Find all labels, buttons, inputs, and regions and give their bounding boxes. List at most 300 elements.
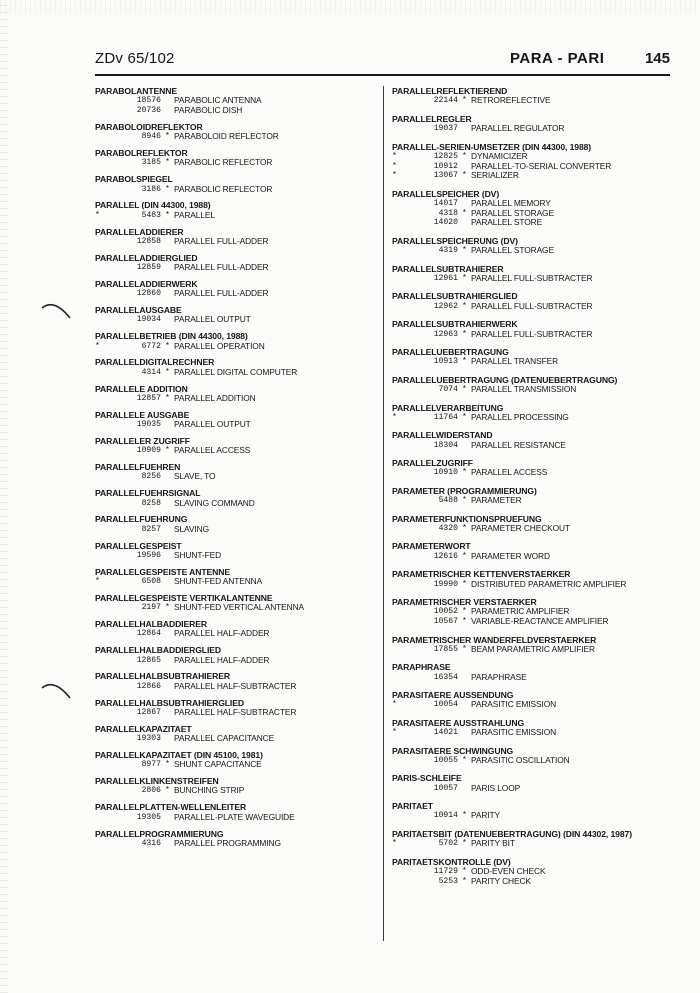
entry-number: 14020	[433, 218, 458, 228]
english-term: BEAM PARAMETRIC AMPLIFIER	[471, 643, 595, 654]
preferred-marker: *	[462, 273, 467, 283]
english-term: SHUNT-FED VERTICAL ANTENNA	[174, 602, 305, 613]
entry-number: 14017	[433, 199, 458, 209]
translation-row	[95, 368, 395, 378]
document-id: ZDv 65/102	[95, 50, 175, 67]
preferred-marker: *	[462, 876, 467, 886]
standard-marker: *	[95, 210, 100, 220]
dictionary-entry	[392, 746, 692, 766]
entry-number: 5702	[438, 839, 458, 849]
entry-headword: PARIS-SCHLEIFE	[392, 773, 462, 784]
entry-number: 10909	[136, 446, 161, 456]
preferred-marker: *	[165, 184, 170, 194]
entry-number: 11764	[433, 412, 458, 422]
entry-number: 10054	[433, 700, 458, 710]
entry-number: 8977	[141, 760, 161, 770]
dictionary-entry	[392, 597, 692, 627]
page-header	[95, 50, 670, 74]
entry-number: 6772	[141, 341, 161, 351]
english-term: RETROREFLECTIVE	[471, 95, 551, 106]
entry-number: 12616	[433, 551, 458, 561]
english-term: SHUNT CAPACITANCE	[174, 759, 262, 770]
english-term: PARALLEL FULL-SUBTRACTER	[471, 272, 593, 283]
preferred-marker: *	[462, 551, 467, 561]
entry-number: 16354	[433, 672, 458, 682]
dictionary-entry	[392, 403, 692, 423]
entry-number: 2197	[141, 603, 161, 613]
translation-row	[392, 617, 692, 627]
standard-marker: *	[392, 161, 397, 171]
entry-number: 10057	[433, 783, 458, 793]
entry-number: 12859	[136, 263, 161, 273]
entry-number: 6508	[141, 577, 161, 587]
entry-number: 10910	[433, 468, 458, 478]
entry-headword: PARALLELER ZUGRIFF	[95, 435, 190, 446]
entry-headword: PARALLELWIDERSTAND	[392, 430, 493, 441]
translation-row	[95, 577, 395, 587]
dictionary-entry	[95, 776, 395, 796]
entry-headword: PARABOLREFLEKTOR	[95, 148, 188, 159]
translation-row	[392, 496, 692, 506]
translation-row	[95, 420, 395, 430]
entry-number: 12825	[433, 151, 458, 161]
english-term: PARASITIC EMISSION	[471, 699, 557, 710]
dictionary-entry	[95, 802, 395, 822]
entry-number: 12857	[136, 393, 161, 403]
entry-number: 10913	[433, 357, 458, 367]
entry-headword: PARITAETSBIT (DATENUEBERTRAGUNG) (DIN 44302, 1987)	[392, 828, 632, 839]
right-column	[392, 86, 692, 894]
english-term: PARALLEL OUTPUT	[174, 314, 251, 325]
dictionary-entry	[95, 645, 395, 665]
entry-headword: PARAMETRISCHER VERSTAERKER	[392, 597, 537, 608]
dictionary-entry	[95, 410, 395, 430]
english-term: PARALLEL OUTPUT	[174, 419, 251, 430]
entry-headword: PARALLELDIGITALRECHNER	[95, 357, 215, 368]
english-term: PARAMETER	[471, 495, 522, 506]
translation-row	[392, 673, 692, 683]
preferred-marker: *	[165, 760, 170, 770]
translation-row	[392, 580, 692, 590]
preferred-marker: *	[462, 867, 467, 877]
entry-number: 19305	[136, 812, 161, 822]
entry-number: 18304	[433, 440, 458, 450]
dictionary-entry	[95, 671, 395, 691]
entry-headword: PARALLELZUGRIFF	[392, 458, 473, 469]
entry-number: 3186	[141, 184, 161, 194]
translation-row	[392, 124, 692, 134]
translation-row	[95, 185, 395, 195]
entry-headword: PARALLELVERARBEITUNG	[392, 402, 504, 413]
translation-row	[392, 867, 692, 877]
dictionary-entry	[95, 724, 395, 744]
entry-headword: PARAMETRISCHER KETTENVERSTAERKER	[392, 569, 571, 580]
translation-row	[392, 330, 692, 340]
dictionary-entry	[95, 227, 395, 247]
preferred-marker: *	[462, 617, 467, 627]
preferred-marker: *	[462, 579, 467, 589]
entry-number: 19034	[136, 315, 161, 325]
english-term: SLAVING COMMAND	[174, 497, 255, 508]
translation-row	[392, 839, 692, 849]
translation-row	[392, 811, 692, 821]
dictionary-entry	[95, 488, 395, 508]
english-term: PARALLEL PROGRAMMING	[174, 837, 281, 848]
dictionary-entry	[392, 430, 692, 450]
entry-number: 19035	[136, 420, 161, 430]
english-term: PARALLEL TRANSFER	[471, 356, 559, 367]
entry-number: 5483	[141, 210, 161, 220]
english-term: PARABOLIC DISH	[174, 104, 243, 115]
entry-headword: PARALLELFUEHRUNG	[95, 514, 188, 525]
dictionary-entry	[95, 593, 395, 613]
preferred-marker: *	[165, 210, 170, 220]
dictionary-entry	[392, 718, 692, 738]
translation-row	[95, 499, 395, 509]
translation-row	[95, 813, 395, 823]
entry-number: 17855	[433, 644, 458, 654]
margin-hook-mark-1	[40, 300, 74, 322]
entry-number: 12865	[136, 655, 161, 665]
english-term: VARIABLE-REACTANCE AMPLIFIER	[471, 616, 609, 627]
standard-marker: *	[392, 171, 397, 181]
dictionary-entry	[95, 436, 395, 456]
english-term: PARALLEL HALF-ADDER	[174, 654, 270, 665]
preferred-marker: *	[462, 811, 467, 821]
entry-headword: PARABOLANTENNE	[95, 86, 177, 96]
preferred-marker: *	[462, 357, 467, 367]
dictionary-entry	[95, 829, 395, 849]
entry-headword: PARALLELSPEICHERUNG (DV)	[392, 235, 518, 246]
entry-headword: PARABOLOIDREFLEKTOR	[95, 121, 203, 132]
entry-number: 19037	[433, 124, 458, 134]
dictionary-entry	[392, 86, 692, 106]
dictionary-entry	[392, 142, 692, 181]
dictionary-entry	[95, 148, 395, 168]
translation-row	[95, 551, 395, 561]
entry-number: 11729	[433, 867, 458, 877]
preferred-marker: *	[165, 367, 170, 377]
entry-headword: PARAMETERFUNKTIONSPRUEFUNG	[392, 513, 542, 524]
dictionary-entry	[392, 264, 692, 284]
header-rule	[95, 74, 670, 76]
english-term: PARALLEL HALF-SUBTRACTER	[174, 680, 297, 691]
standard-marker: *	[392, 700, 397, 710]
english-term: SHUNT-FED ANTENNA	[174, 576, 263, 587]
english-term: PARALLEL-TO-SERIAL CONVERTER	[471, 160, 612, 171]
translation-row	[392, 413, 692, 423]
entry-number: 10912	[433, 161, 458, 171]
english-term: PARALLEL FULL-SUBTRACTER	[471, 328, 593, 339]
dictionary-entry	[95, 384, 395, 404]
entry-headword: PARITAET	[392, 801, 433, 812]
translation-row	[392, 645, 692, 655]
preferred-marker: *	[462, 755, 467, 765]
entry-headword: PARALLELSUBTRAHIERWERK	[392, 319, 518, 330]
entry-number: 12866	[136, 681, 161, 691]
translation-row	[392, 441, 692, 451]
entry-headword: PARALLELGESPEISTE VERTIKALANTENNE	[95, 592, 273, 603]
preferred-marker: *	[462, 607, 467, 617]
preferred-marker: *	[462, 171, 467, 181]
translation-row	[95, 394, 395, 404]
entry-number: 20736	[136, 105, 161, 115]
dictionary-entry	[95, 567, 395, 587]
preferred-marker: *	[462, 246, 467, 256]
entry-headword: PARALLELADDIERGLIED	[95, 252, 198, 263]
translation-row	[95, 132, 395, 142]
entry-headword: PARALLELADDIERER	[95, 226, 184, 237]
translation-row	[95, 106, 395, 116]
entry-headword: PARALLELSPEICHER (DV)	[392, 188, 500, 199]
english-term: PARALLEL STORAGE	[471, 245, 554, 256]
entry-number: 12963	[433, 329, 458, 339]
entry-number: 4314	[141, 367, 161, 377]
entry-headword: PARALLELUEBERTRAGUNG (DATENUEBERTRAGUNG)	[392, 374, 618, 385]
dictionary-entry	[95, 331, 395, 351]
entry-number: 8258	[141, 498, 161, 508]
english-term: SHUNT-FED	[174, 549, 222, 560]
translation-row	[392, 246, 692, 256]
translation-row	[95, 263, 395, 273]
translation-row	[392, 171, 692, 181]
dictionary-entry	[392, 690, 692, 710]
english-term: PARALLEL REGULATOR	[471, 123, 565, 134]
english-term: PARALLEL STORAGE	[471, 207, 554, 218]
entry-headword: PARAMETER (PROGRAMMIERUNG)	[392, 485, 537, 496]
english-term: PARABOLOID REFLECTOR	[174, 131, 279, 142]
translation-row	[95, 472, 395, 482]
standard-marker: *	[392, 412, 397, 422]
standard-marker: *	[392, 839, 397, 849]
dictionary-entry	[392, 801, 692, 821]
preferred-marker: *	[462, 523, 467, 533]
dictionary-entry	[95, 122, 395, 142]
english-term: PARALLEL ACCESS	[471, 467, 548, 478]
translation-row	[392, 162, 692, 172]
margin-hook-mark-2	[40, 680, 74, 702]
english-term: PARALLEL ADDITION	[174, 392, 256, 403]
entry-number: 10567	[433, 617, 458, 627]
entry-headword: PARALLELHALBADDIERGLIED	[95, 645, 221, 656]
dictionary-entry	[392, 114, 692, 134]
entry-headword: PARALLELHALBADDIERER	[95, 619, 207, 630]
english-term: DYNAMICIZER	[471, 150, 528, 161]
translation-row	[95, 289, 395, 299]
preferred-marker: *	[462, 839, 467, 849]
translation-row	[95, 446, 395, 456]
translation-row	[95, 734, 395, 744]
dictionary-entry	[392, 319, 692, 339]
translation-row	[95, 708, 395, 718]
preferred-marker: *	[165, 341, 170, 351]
preferred-marker: *	[462, 644, 467, 654]
entry-number: 2806	[141, 786, 161, 796]
entry-headword: PARALLELBETRIEB (DIN 44300, 1988)	[95, 331, 248, 342]
entry-headword: PARAPHRASE	[392, 662, 451, 673]
entry-number: 4320	[438, 523, 458, 533]
entry-number: 10055	[433, 755, 458, 765]
dictionary-entry	[392, 189, 692, 228]
left-column	[95, 86, 395, 855]
entry-headword: PARALLELGESPEISTE ANTENNE	[95, 566, 231, 577]
page-range: PARA - PARI	[510, 50, 605, 67]
translation-row	[392, 700, 692, 710]
entry-number: 5253	[438, 876, 458, 886]
entry-headword: PARALLELFUEHREN	[95, 462, 181, 473]
entry-headword: PARAMETERWORT	[392, 541, 471, 552]
preferred-marker: *	[462, 468, 467, 478]
english-term: PARALLEL ACCESS	[174, 445, 251, 456]
english-term: BUNCHING STRIP	[174, 785, 245, 796]
dictionary-entry	[95, 357, 395, 377]
preferred-marker: *	[462, 329, 467, 339]
translation-row	[392, 218, 692, 228]
preferred-marker: *	[165, 158, 170, 168]
entry-number: 8256	[141, 472, 161, 482]
english-term: PARALLEL FULL-ADDER	[174, 262, 269, 273]
entry-headword: PARALLELFUEHRSIGNAL	[95, 488, 201, 499]
preferred-marker: *	[462, 496, 467, 506]
preferred-marker: *	[462, 208, 467, 218]
dictionary-entry	[392, 291, 692, 311]
translation-row	[95, 682, 395, 692]
entry-headword: PARALLELPLATTEN-WELLENLEITER	[95, 802, 247, 813]
entry-headword: PARALLELSUBTRAHIERGLIED	[392, 291, 518, 302]
entry-number: 8257	[141, 524, 161, 534]
translation-row	[95, 760, 395, 770]
english-term: PARALLEL FULL-ADDER	[174, 235, 269, 246]
translation-row	[95, 629, 395, 639]
dictionary-entry	[392, 458, 692, 478]
preferred-marker: *	[165, 393, 170, 403]
entry-number: 4319	[438, 246, 458, 256]
entry-number: 22144	[433, 96, 458, 106]
preferred-marker: *	[462, 151, 467, 161]
dictionary-entry	[95, 253, 395, 273]
translation-row	[95, 342, 395, 352]
english-term: PARITY BIT	[471, 838, 515, 849]
translation-row	[392, 552, 692, 562]
english-term: PARITY	[471, 810, 501, 821]
entry-headword: PARALLELADDIERWERK	[95, 278, 198, 289]
english-term: PARALLEL	[174, 209, 215, 220]
translation-row	[392, 302, 692, 312]
translation-row	[392, 274, 692, 284]
translation-row	[95, 656, 395, 666]
entry-number: 3185	[141, 158, 161, 168]
scan-noise-left	[0, 0, 8, 993]
translation-row	[392, 877, 692, 887]
english-term: PARABOLIC REFLECTOR	[174, 157, 273, 168]
entry-number: 5488	[438, 496, 458, 506]
preferred-marker: *	[165, 603, 170, 613]
dictionary-entry	[392, 773, 692, 793]
english-term: PARAMETER CHECKOUT	[471, 522, 571, 533]
translation-row	[95, 603, 395, 613]
dictionary-entry	[392, 514, 692, 534]
english-term: SLAVE, TO	[174, 471, 216, 482]
entry-number: 12961	[433, 273, 458, 283]
translation-row	[95, 237, 395, 247]
entry-number: 12858	[136, 236, 161, 246]
translation-row	[95, 211, 395, 221]
entry-headword: PARALLEL (DIN 44300, 1988)	[95, 200, 211, 211]
english-term: PARALLEL HALF-ADDER	[174, 628, 270, 639]
entry-number: 12962	[433, 301, 458, 311]
standard-marker: *	[95, 341, 100, 351]
english-term: PARALLEL-PLATE WAVEGUIDE	[174, 811, 295, 822]
translation-row	[95, 525, 395, 535]
english-term: PARALLEL FULL-SUBTRACTER	[471, 300, 593, 311]
translation-row	[392, 357, 692, 367]
dictionary-entry	[95, 514, 395, 534]
standard-marker: *	[392, 151, 397, 161]
dictionary-entry	[392, 857, 692, 887]
preferred-marker: *	[165, 786, 170, 796]
dictionary-entry	[392, 635, 692, 655]
dictionary-entry	[95, 698, 395, 718]
entry-number: 19303	[136, 734, 161, 744]
english-term: PARALLEL TRANSMISSION	[471, 384, 577, 395]
dictionary-entry	[392, 236, 692, 256]
english-term: PARASITIC EMISSION	[471, 727, 557, 738]
entry-number: 19596	[136, 550, 161, 560]
english-term: PARALLEL STORE	[471, 217, 543, 228]
entry-headword: PARALLELHALBSUBTRAHIERER	[95, 671, 230, 682]
preferred-marker: *	[462, 301, 467, 311]
translation-row	[392, 385, 692, 395]
dictionary-entry	[95, 86, 395, 116]
translation-row	[392, 96, 692, 106]
english-term: SLAVING	[174, 523, 209, 534]
dictionary-entry	[392, 541, 692, 561]
entry-headword: PARALLELSUBTRAHIERER	[392, 263, 504, 274]
translation-row	[95, 315, 395, 325]
dictionary-entry	[392, 486, 692, 506]
dictionary-entry	[95, 279, 395, 299]
english-term: PARAMETER WORD	[471, 550, 550, 561]
scan-noise-top	[0, 0, 700, 14]
preferred-marker: *	[462, 96, 467, 106]
entry-headword: PARASITAERE SCHWINGUNG	[392, 745, 514, 756]
translation-row	[392, 784, 692, 794]
english-term: PARABOLIC ANTENNA	[174, 95, 262, 106]
english-term: PARALLEL RESISTANCE	[471, 439, 566, 450]
english-term: PARITY CHECK	[471, 875, 531, 886]
entry-headword: PARALLELREFLEKTIEREND	[392, 86, 508, 96]
english-term: PARAMETRIC AMPLIFIER	[471, 606, 570, 617]
entry-number: 8946	[141, 132, 161, 142]
english-term: PARALLEL FULL-ADDER	[174, 288, 269, 299]
entry-number: 12864	[136, 629, 161, 639]
translation-row	[95, 96, 395, 106]
entry-number: 4316	[141, 838, 161, 848]
dictionary-entry	[392, 375, 692, 395]
english-term: SERIALIZER	[471, 170, 519, 181]
translation-row	[392, 209, 692, 219]
entry-number: 10914	[433, 811, 458, 821]
dictionary-entry	[392, 662, 692, 682]
entry-headword: PARALLEL-SERIEN-UMSETZER (DIN 44300, 1988)	[392, 141, 592, 152]
dictionary-entry	[392, 347, 692, 367]
english-term: PARALLEL DIGITAL COMPUTER	[174, 366, 298, 377]
entry-number: 14021	[433, 728, 458, 738]
translation-row	[95, 839, 395, 849]
entry-headword: PARASITAERE AUSSTRAHLUNG	[392, 717, 525, 728]
dictionary-entry	[95, 541, 395, 561]
preferred-marker: *	[165, 446, 170, 456]
